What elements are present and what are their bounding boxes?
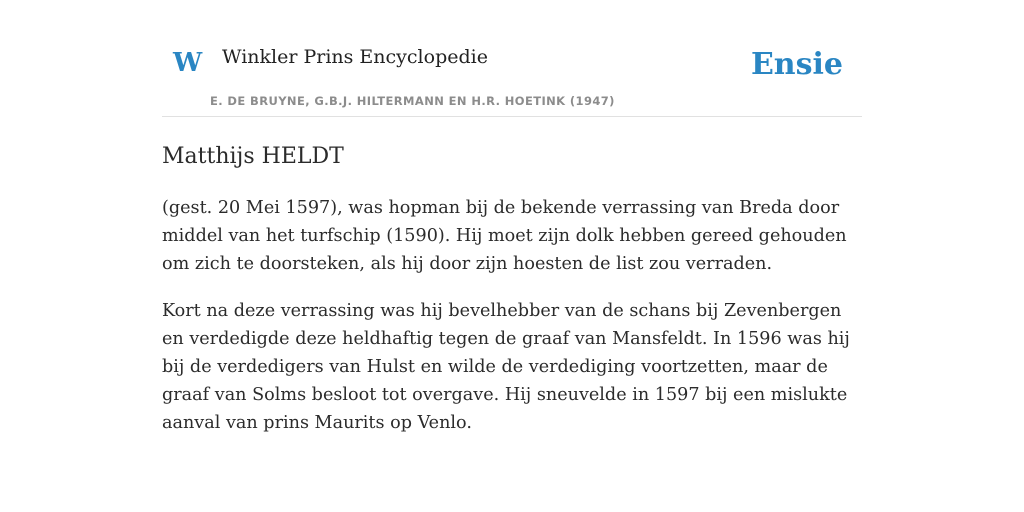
article-paragraph: (gest. 20 Mei 1597), was hopman bij de bekende verrassing van Breda door middel van het turfschip (1590). Hij moet zijn dolk hebben gereed gehouden om zich te doorsteken, als hij door zijn hoesten de list zou verraden. (162, 197, 847, 274)
ensie-logo-link[interactable]: Ensie (750, 47, 843, 82)
page-container (162, 0, 862, 437)
article-paragraph: Kort na deze verrassing was hij bevelhebber van de schans bij Zevenbergen en verdedigde deze heldhaftig tegen de graaf van Mansfeldt. In 1596 was hij bij de verdedigers van Hulst en wilde de verdediging voortzetten, maar de graaf van Solms besloot tot overgave. Hij sneuvelde in 1597 bij een mislukte aanval van prins Maurits op Venlo. (162, 300, 850, 433)
source-header (162, 0, 862, 117)
source-authors: E. DE BRUYNE, G.B.J. HILTERMANN EN H.R. HOETINK (1947) (210, 94, 615, 108)
source-title[interactable]: Winkler Prins Encyclopedie (222, 46, 488, 68)
article (162, 143, 862, 437)
source-logo[interactable]: W (173, 48, 203, 78)
article-title: Matthijs HELDT (162, 144, 344, 169)
